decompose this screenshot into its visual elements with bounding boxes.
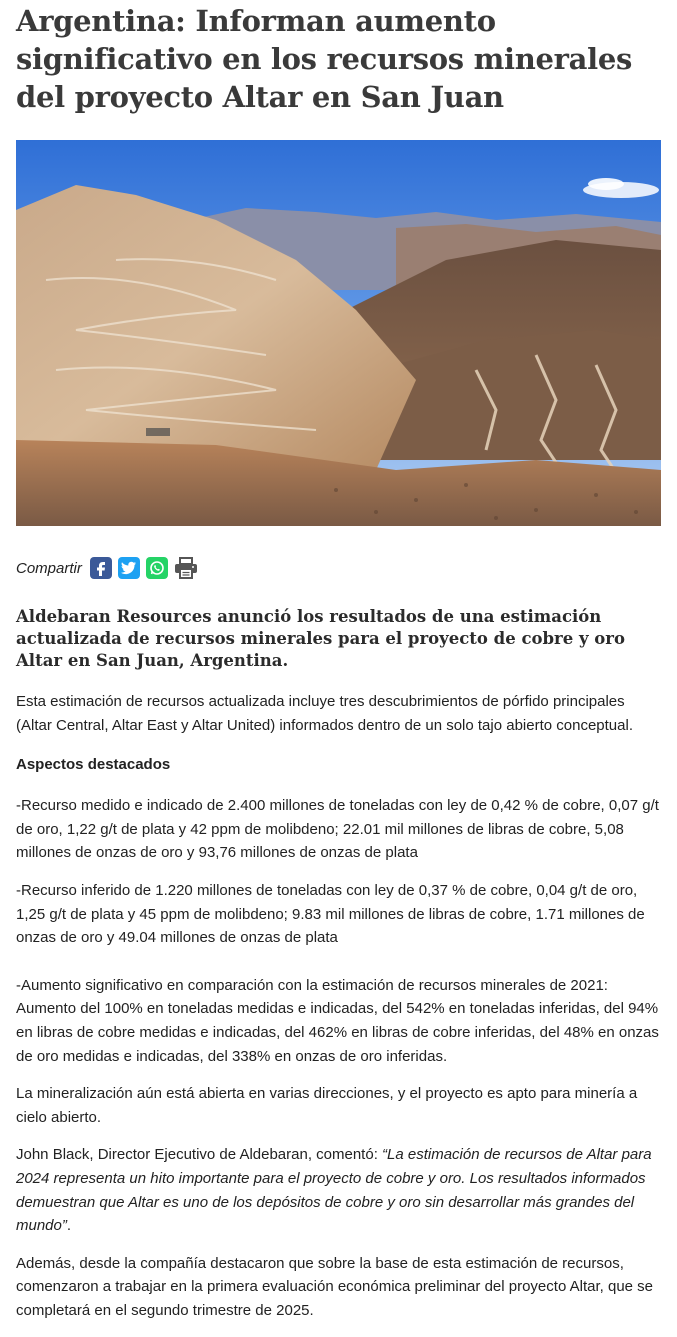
hero-image (16, 140, 661, 526)
paragraph-quote (16, 1143, 661, 1237)
share-bar (16, 554, 661, 582)
highlights-heading: Aspectos destacados (16, 756, 171, 774)
quote-end: . (66, 1217, 72, 1235)
quote-intro: John Black, Director Ejecutivo de Aldebaran, comentó: (16, 1146, 383, 1164)
article-title: Argentina: Informan aumento significativo en los recursos minerales del proyecto Altar en San Juan (16, 4, 633, 114)
highlight-inferred: -Recurso inferido de 1.220 millones de toneladas con ley de 0,37 % de cobre, 0,04 g/t de oro, 1,25 g/t de plata y 45 ppm de molibdeno; 9.83 mil millones de libras de cobre, 1.71 millones de onzas de oro y 49.04 millones de onzas de plata (16, 881, 645, 947)
paragraph-mineralization: La mineralización aún está abierta en varias direcciones, y el proyecto es apto para minería a cielo abierto. (16, 1085, 638, 1126)
share-label: Compartir (16, 559, 82, 577)
twitter-icon[interactable] (118, 557, 140, 579)
article-lead: Aldebaran Resources anunció los resultados de una estimación actualizada de recursos minerales para el proyecto de cobre y oro Altar en San Juan, Argentina. (16, 607, 626, 670)
ceo-quote: “La estimación de recursos de Altar para 2024 representa un hito importante para el proyecto de cobre y oro. Los resultados informados demuestran que Altar es uno de los depósitos de cobre y oro sin desarrollar más grandes del mundo” (16, 1146, 652, 1235)
print-icon[interactable] (174, 557, 198, 579)
whatsapp-icon[interactable] (146, 557, 168, 579)
paragraph-intro: Esta estimación de recursos actualizada incluye tres descubrimientos de pórfido principales (Altar Central, Altar East y Altar United) informados dentro de un solo tajo abierto conceptual. (16, 693, 633, 734)
paragraph-evaluation: Además, desde la compañía destacaron que sobre la base de esta estimación de recursos, comenzaron a trabajar en la primera evaluación económica preliminar del proyecto Altar, que se completará en el segundo trimestre de 2025. (16, 1254, 654, 1319)
facebook-icon[interactable] (90, 557, 112, 579)
highlight-measured-indicated: -Recurso medido e indicado de 2.400 millones de toneladas con ley de 0,42 % de cobre, 0,07 g/t de oro, 1,22 g/t de plata y 42 ppm de molibdeno; 22.01 mil millones de libras de cobre, 5,08 millones de onzas de oro y 93,76 millones de onzas de plata (16, 797, 659, 862)
highlight-increase: -Aumento significativo en comparación con la estimación de recursos minerales de 2021: Aumento del 100% en toneladas medidas e indicadas, del 542% en toneladas inferidas, del 94% en libras de cobre medidas e indicadas, del 462% en libras de cobre inferidas, del 48% en onzas de oro medidas e indicadas, del 338% en onzas de oro inferidas. (16, 976, 659, 1065)
